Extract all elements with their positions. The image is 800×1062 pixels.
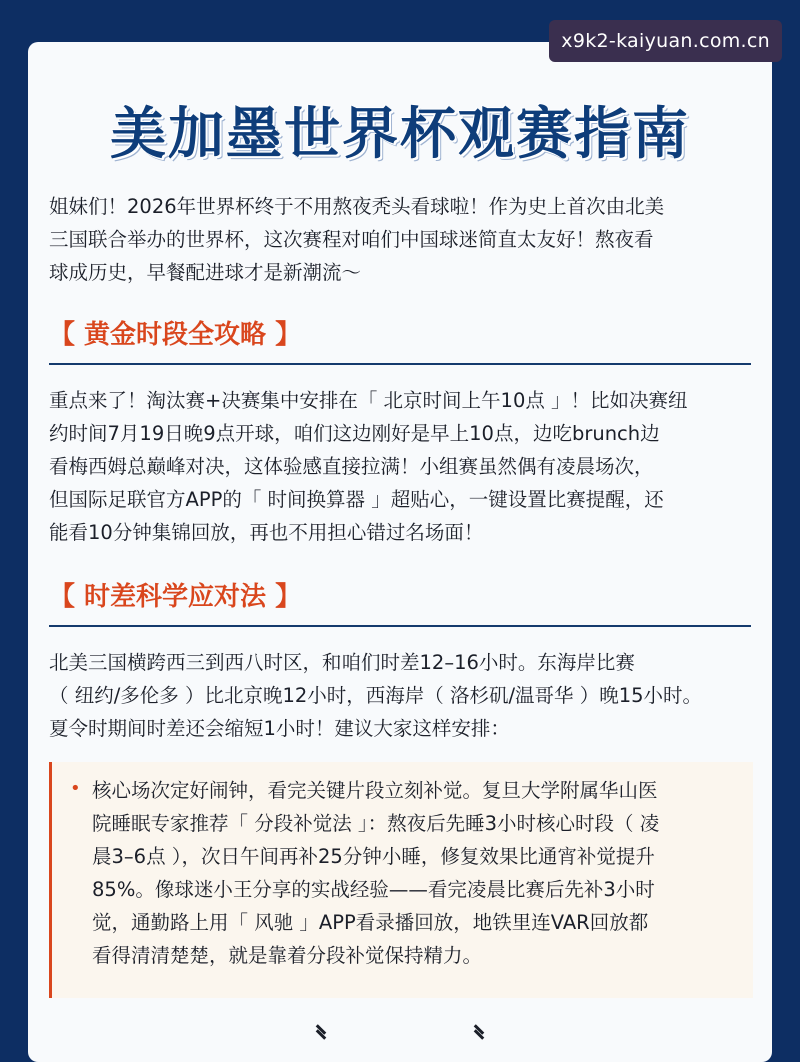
watermark-badge: x9k2-kaiyuan.com.cn [549, 20, 782, 62]
paragraph-line: 能看10分钟集锦回放，再也不用担心错过名场面！ [49, 521, 484, 544]
paragraph-line: 夏令时期间时差还会缩短1小时！建议大家这样安排： [49, 717, 510, 740]
golden-time-paragraph [49, 384, 759, 549]
tip-callout [49, 762, 753, 998]
tip-line: 核心场次定好闹钟，看完关键片段立刻补觉。复旦大学附属华山医 [92, 779, 658, 802]
paragraph-line: 北美三国横跨西三到西八时区，和咱们时差12–16小时。东海岸比赛 [49, 651, 635, 674]
paragraph-line: 重点来了！淘汰赛+决赛集中安排在「 北京时间上午10点 」！比如决赛纽 [49, 389, 688, 412]
section-heading-jetlag: 【 时差科学应对法 】 [49, 576, 751, 627]
tip-line: 85%。像球迷小王分享的实战经验——看完凌晨比赛后先补3小时 [92, 878, 655, 901]
tip-line: 院睡眠专家推荐「 分段补觉法 」：熬夜后先睡3小时核心时段（ 凌 [92, 812, 660, 835]
intro-line: 球成历史，早餐配进球才是新潮流～ [49, 261, 362, 284]
paragraph-line: 但国际足联官方APP的「 时间换算器 」超贴心，一键设置比赛提醒，还 [49, 488, 664, 511]
jetlag-paragraph [49, 646, 759, 745]
decorative-mark-icon [473, 1026, 485, 1038]
decorative-mark-icon [315, 1026, 327, 1038]
paragraph-line: 看梅西姆总巅峰对决，这体验感直接拉满！小组赛虽然偶有凌晨场次， [49, 455, 654, 478]
bullet-icon: • [70, 778, 81, 799]
paragraph-line: （ 纽约/多伦多 ）比北京晚12小时，西海岸（ 洛杉矶/温哥华 ）晚15小时。 [49, 684, 703, 707]
tip-line: 晨3–6点 ），次日午间再补25分钟小睡，修复效果比通宵补觉提升 [92, 845, 655, 868]
tip-line: 看得清清楚楚，就是靠着分段补觉保持精力。 [92, 944, 483, 967]
page-title: 美加墨世界杯观赛指南 [110, 102, 690, 167]
intro-line: 三国联合举办的世界杯，这次赛程对咱们中国球迷简直太友好！熬夜看 [49, 228, 654, 251]
tip-text [92, 774, 742, 972]
intro-line: 姐妹们！2026年世界杯终于不用熬夜秃头看球啦！作为史上首次由北美 [49, 195, 665, 218]
paragraph-line: 约时间7月19日晚9点开球，咱们这边刚好是早上10点，边吃brunch边 [49, 422, 660, 445]
tip-line: 觉，通勤路上用「 风驰 」APP看录播回放，地铁里连VAR回放都 [92, 911, 649, 934]
section-heading-golden-time: 【 黄金时段全攻略 】 [49, 314, 751, 365]
intro-paragraph [49, 190, 759, 289]
